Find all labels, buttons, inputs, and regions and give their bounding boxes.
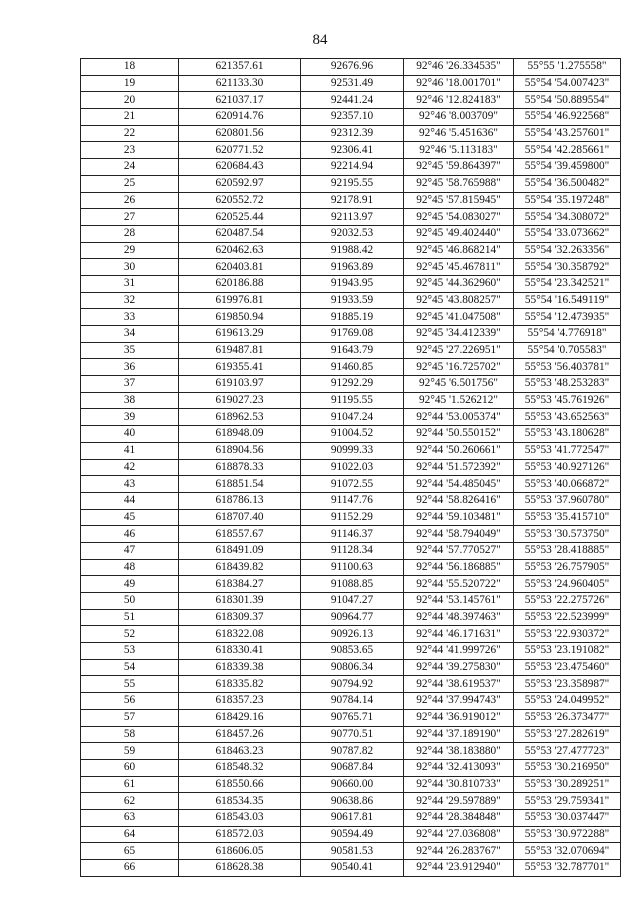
point-number-cell: 49 (81, 576, 179, 593)
table-row (81, 92, 621, 109)
y-coordinate-cell: 90787.82 (301, 743, 404, 760)
latitude-cell: 55°54 '39.459800" (514, 159, 621, 176)
point-number-cell: 50 (81, 593, 179, 610)
x-coordinate-cell: 618707.40 (179, 509, 301, 526)
point-number-cell: 56 (81, 693, 179, 710)
y-coordinate-cell: 91128.34 (301, 542, 404, 559)
longitude-cell: 92°44 '51.572392" (404, 459, 514, 476)
table-row (81, 459, 621, 476)
latitude-cell: 55°53 '23.475460" (514, 659, 621, 676)
latitude-cell: 55°54 '36.500482" (514, 175, 621, 192)
latitude-cell: 55°53 '27.282619" (514, 726, 621, 743)
x-coordinate-cell: 618491.09 (179, 542, 301, 559)
point-number-cell: 38 (81, 392, 179, 409)
latitude-cell: 55°54 '33.073662" (514, 225, 621, 242)
longitude-cell: 92°45 '54.083027" (404, 209, 514, 226)
x-coordinate-cell: 618543.03 (179, 809, 301, 826)
point-number-cell: 35 (81, 342, 179, 359)
y-coordinate-cell: 90770.51 (301, 726, 404, 743)
longitude-cell: 92°44 '28.384848" (404, 809, 514, 826)
longitude-cell: 92°45 '41.047508" (404, 309, 514, 326)
y-coordinate-cell: 91643.79 (301, 342, 404, 359)
table-row (81, 693, 621, 710)
table-row (81, 776, 621, 793)
x-coordinate-cell: 619976.81 (179, 292, 301, 309)
table-row (81, 509, 621, 526)
longitude-cell: 92°45 '46.868214" (404, 242, 514, 259)
latitude-cell: 55°53 '30.573750" (514, 526, 621, 543)
point-number-cell: 37 (81, 376, 179, 393)
table-row (81, 709, 621, 726)
y-coordinate-cell: 91195.55 (301, 392, 404, 409)
x-coordinate-cell: 618878.33 (179, 459, 301, 476)
table-row (81, 793, 621, 810)
point-number-cell: 48 (81, 559, 179, 576)
y-coordinate-cell: 91943.95 (301, 275, 404, 292)
latitude-cell: 55°53 '30.037447" (514, 809, 621, 826)
latitude-cell: 55°54 '42.285661" (514, 142, 621, 159)
table-row (81, 409, 621, 426)
point-number-cell: 33 (81, 309, 179, 326)
y-coordinate-cell: 92195.55 (301, 175, 404, 192)
x-coordinate-cell: 618339.38 (179, 659, 301, 676)
point-number-cell: 60 (81, 759, 179, 776)
longitude-cell: 92°44 '58.794049" (404, 526, 514, 543)
y-coordinate-cell: 90926.13 (301, 626, 404, 643)
longitude-cell: 92°45 '1.526212" (404, 392, 514, 409)
x-coordinate-cell: 620592.97 (179, 175, 301, 192)
point-number-cell: 20 (81, 92, 179, 109)
coordinates-table (80, 58, 621, 877)
table-row (81, 75, 621, 92)
table-row (81, 326, 621, 343)
longitude-cell: 92°45 '27.226951" (404, 342, 514, 359)
y-coordinate-cell: 92441.24 (301, 92, 404, 109)
x-coordinate-cell: 619103.97 (179, 376, 301, 393)
point-number-cell: 45 (81, 509, 179, 526)
table-row (81, 576, 621, 593)
latitude-cell: 55°54 '16.549119" (514, 292, 621, 309)
x-coordinate-cell: 621357.61 (179, 59, 301, 76)
point-number-cell: 61 (81, 776, 179, 793)
table-row (81, 192, 621, 209)
latitude-cell: 55°53 '37.960780" (514, 492, 621, 509)
longitude-cell: 92°44 '46.171631" (404, 626, 514, 643)
y-coordinate-cell: 91152.29 (301, 509, 404, 526)
latitude-cell: 55°53 '48.253283" (514, 376, 621, 393)
table-row (81, 809, 621, 826)
x-coordinate-cell: 620186.88 (179, 275, 301, 292)
point-number-cell: 55 (81, 676, 179, 693)
y-coordinate-cell: 92531.49 (301, 75, 404, 92)
latitude-cell: 55°53 '22.930372" (514, 626, 621, 643)
x-coordinate-cell: 618904.56 (179, 442, 301, 459)
point-number-cell: 24 (81, 159, 179, 176)
point-number-cell: 58 (81, 726, 179, 743)
longitude-cell: 92°44 '38.619537" (404, 676, 514, 693)
longitude-cell: 92°44 '50.550152" (404, 426, 514, 443)
longitude-cell: 92°45 '44.362960" (404, 275, 514, 292)
x-coordinate-cell: 619487.81 (179, 342, 301, 359)
table-row (81, 593, 621, 610)
latitude-cell: 55°53 '45.761926" (514, 392, 621, 409)
longitude-cell: 92°44 '39.275830" (404, 659, 514, 676)
longitude-cell: 92°44 '48.397463" (404, 609, 514, 626)
table-row (81, 659, 621, 676)
point-number-cell: 30 (81, 259, 179, 276)
latitude-cell: 55°54 '12.473935" (514, 309, 621, 326)
latitude-cell: 55°53 '26.757905" (514, 559, 621, 576)
x-coordinate-cell: 618335.82 (179, 676, 301, 693)
y-coordinate-cell: 91022.03 (301, 459, 404, 476)
x-coordinate-cell: 619850.94 (179, 309, 301, 326)
table-row (81, 542, 621, 559)
point-number-cell: 51 (81, 609, 179, 626)
x-coordinate-cell: 618948.09 (179, 426, 301, 443)
y-coordinate-cell: 90964.77 (301, 609, 404, 626)
longitude-cell: 92°44 '30.810733" (404, 776, 514, 793)
table-row (81, 59, 621, 76)
table-row (81, 476, 621, 493)
point-number-cell: 23 (81, 142, 179, 159)
x-coordinate-cell: 618786.13 (179, 492, 301, 509)
latitude-cell: 55°53 '23.358987" (514, 676, 621, 693)
point-number-cell: 57 (81, 709, 179, 726)
y-coordinate-cell: 92312.39 (301, 125, 404, 142)
table-row (81, 125, 621, 142)
table-row (81, 626, 621, 643)
latitude-cell: 55°53 '32.070694" (514, 843, 621, 860)
point-number-cell: 26 (81, 192, 179, 209)
table-row (81, 275, 621, 292)
latitude-cell: 55°54 '46.922568" (514, 109, 621, 126)
longitude-cell: 92°45 '59.864397" (404, 159, 514, 176)
point-number-cell: 18 (81, 59, 179, 76)
table-row (81, 759, 621, 776)
latitude-cell: 55°54 '50.889554" (514, 92, 621, 109)
y-coordinate-cell: 92032.53 (301, 225, 404, 242)
x-coordinate-cell: 618851.54 (179, 476, 301, 493)
y-coordinate-cell: 92357.10 (301, 109, 404, 126)
table-row (81, 392, 621, 409)
x-coordinate-cell: 620487.54 (179, 225, 301, 242)
x-coordinate-cell: 620914.76 (179, 109, 301, 126)
longitude-cell: 92°46 '5.451636" (404, 125, 514, 142)
y-coordinate-cell: 91292.29 (301, 376, 404, 393)
table-row (81, 292, 621, 309)
table-row (81, 442, 621, 459)
table-row (81, 376, 621, 393)
point-number-cell: 42 (81, 459, 179, 476)
y-coordinate-cell: 90687.84 (301, 759, 404, 776)
longitude-cell: 92°44 '36.919012" (404, 709, 514, 726)
longitude-cell: 92°44 '23.912940" (404, 860, 514, 877)
latitude-cell: 55°54 '32.263356" (514, 242, 621, 259)
point-number-cell: 52 (81, 626, 179, 643)
table-row (81, 109, 621, 126)
x-coordinate-cell: 620403.81 (179, 259, 301, 276)
table-row (81, 559, 621, 576)
longitude-cell: 92°44 '32.413093" (404, 759, 514, 776)
point-number-cell: 21 (81, 109, 179, 126)
longitude-cell: 92°44 '27.036808" (404, 826, 514, 843)
point-number-cell: 53 (81, 643, 179, 660)
longitude-cell: 92°45 '45.467811" (404, 259, 514, 276)
table-row (81, 225, 621, 242)
longitude-cell: 92°44 '38.183880" (404, 743, 514, 760)
y-coordinate-cell: 90794.92 (301, 676, 404, 693)
y-coordinate-cell: 92306.41 (301, 142, 404, 159)
x-coordinate-cell: 620552.72 (179, 192, 301, 209)
point-number-cell: 65 (81, 843, 179, 860)
latitude-cell: 55°54 '34.308072" (514, 209, 621, 226)
y-coordinate-cell: 90806.34 (301, 659, 404, 676)
y-coordinate-cell: 91047.24 (301, 409, 404, 426)
latitude-cell: 55°53 '27.477723" (514, 743, 621, 760)
point-number-cell: 25 (81, 175, 179, 192)
point-number-cell: 46 (81, 526, 179, 543)
table-row (81, 492, 621, 509)
y-coordinate-cell: 90638.86 (301, 793, 404, 810)
longitude-cell: 92°44 '50.260661" (404, 442, 514, 459)
table-row (81, 309, 621, 326)
latitude-cell: 55°53 '30.289251" (514, 776, 621, 793)
point-number-cell: 63 (81, 809, 179, 826)
latitude-cell: 55°53 '40.066872" (514, 476, 621, 493)
x-coordinate-cell: 618384.27 (179, 576, 301, 593)
point-number-cell: 19 (81, 75, 179, 92)
y-coordinate-cell: 91933.59 (301, 292, 404, 309)
y-coordinate-cell: 90765.71 (301, 709, 404, 726)
table-row (81, 743, 621, 760)
table-row (81, 426, 621, 443)
x-coordinate-cell: 621037.17 (179, 92, 301, 109)
longitude-cell: 92°44 '53.005374" (404, 409, 514, 426)
latitude-cell: 55°53 '43.180628" (514, 426, 621, 443)
table-row (81, 209, 621, 226)
longitude-cell: 92°44 '59.103481" (404, 509, 514, 526)
y-coordinate-cell: 91885.19 (301, 309, 404, 326)
point-number-cell: 29 (81, 242, 179, 259)
point-number-cell: 66 (81, 860, 179, 877)
latitude-cell: 55°53 '22.523999" (514, 609, 621, 626)
latitude-cell: 55°53 '24.960405" (514, 576, 621, 593)
latitude-cell: 55°53 '26.373477" (514, 709, 621, 726)
x-coordinate-cell: 618572.03 (179, 826, 301, 843)
x-coordinate-cell: 618322.08 (179, 626, 301, 643)
table-row (81, 860, 621, 877)
point-number-cell: 54 (81, 659, 179, 676)
latitude-cell: 55°53 '41.772547" (514, 442, 621, 459)
x-coordinate-cell: 620771.52 (179, 142, 301, 159)
point-number-cell: 39 (81, 409, 179, 426)
longitude-cell: 92°44 '57.770527" (404, 542, 514, 559)
table-row (81, 726, 621, 743)
point-number-cell: 59 (81, 743, 179, 760)
y-coordinate-cell: 91072.55 (301, 476, 404, 493)
x-coordinate-cell: 618429.16 (179, 709, 301, 726)
table-row (81, 643, 621, 660)
x-coordinate-cell: 618439.82 (179, 559, 301, 576)
longitude-cell: 92°44 '41.999726" (404, 643, 514, 660)
longitude-cell: 92°44 '37.994743" (404, 693, 514, 710)
latitude-cell: 55°54 '30.358792" (514, 259, 621, 276)
point-number-cell: 34 (81, 326, 179, 343)
longitude-cell: 92°46 '26.334535" (404, 59, 514, 76)
latitude-cell: 55°54 '43.257601" (514, 125, 621, 142)
y-coordinate-cell: 92214.94 (301, 159, 404, 176)
point-number-cell: 44 (81, 492, 179, 509)
x-coordinate-cell: 619613.29 (179, 326, 301, 343)
y-coordinate-cell: 90853.65 (301, 643, 404, 660)
longitude-cell: 92°44 '55.520722" (404, 576, 514, 593)
y-coordinate-cell: 91988.42 (301, 242, 404, 259)
x-coordinate-cell: 620462.63 (179, 242, 301, 259)
longitude-cell: 92°44 '29.597889" (404, 793, 514, 810)
point-number-cell: 47 (81, 542, 179, 559)
table-row (81, 676, 621, 693)
latitude-cell: 55°53 '24.049952" (514, 693, 621, 710)
x-coordinate-cell: 618962.53 (179, 409, 301, 426)
x-coordinate-cell: 619355.41 (179, 359, 301, 376)
longitude-cell: 92°44 '53.145761" (404, 593, 514, 610)
point-number-cell: 43 (81, 476, 179, 493)
y-coordinate-cell: 91088.85 (301, 576, 404, 593)
latitude-cell: 55°53 '28.418885" (514, 542, 621, 559)
y-coordinate-cell: 90660.00 (301, 776, 404, 793)
x-coordinate-cell: 618534.35 (179, 793, 301, 810)
longitude-cell: 92°45 '57.815945" (404, 192, 514, 209)
point-number-cell: 22 (81, 125, 179, 142)
table-row (81, 843, 621, 860)
longitude-cell: 92°45 '16.725702" (404, 359, 514, 376)
latitude-cell: 55°53 '32.787701" (514, 860, 621, 877)
y-coordinate-cell: 91100.63 (301, 559, 404, 576)
longitude-cell: 92°45 '49.402440" (404, 225, 514, 242)
coordinates-table-body (81, 59, 621, 877)
table-row (81, 826, 621, 843)
x-coordinate-cell: 618550.66 (179, 776, 301, 793)
x-coordinate-cell: 618457.26 (179, 726, 301, 743)
y-coordinate-cell: 90784.14 (301, 693, 404, 710)
point-number-cell: 41 (81, 442, 179, 459)
table-row (81, 526, 621, 543)
point-number-cell: 36 (81, 359, 179, 376)
x-coordinate-cell: 620684.43 (179, 159, 301, 176)
y-coordinate-cell: 90594.49 (301, 826, 404, 843)
y-coordinate-cell: 92676.96 (301, 59, 404, 76)
latitude-cell: 55°53 '29.759341" (514, 793, 621, 810)
longitude-cell: 92°45 '43.808257" (404, 292, 514, 309)
latitude-cell: 55°54 '0.705583" (514, 342, 621, 359)
point-number-cell: 31 (81, 275, 179, 292)
y-coordinate-cell: 91769.08 (301, 326, 404, 343)
y-coordinate-cell: 92113.97 (301, 209, 404, 226)
y-coordinate-cell: 91460.85 (301, 359, 404, 376)
y-coordinate-cell: 90540.41 (301, 860, 404, 877)
latitude-cell: 55°53 '22.275726" (514, 593, 621, 610)
x-coordinate-cell: 618357.23 (179, 693, 301, 710)
point-number-cell: 62 (81, 793, 179, 810)
x-coordinate-cell: 618463.23 (179, 743, 301, 760)
x-coordinate-cell: 618309.37 (179, 609, 301, 626)
y-coordinate-cell: 90581.53 (301, 843, 404, 860)
table-row (81, 359, 621, 376)
y-coordinate-cell: 91147.76 (301, 492, 404, 509)
longitude-cell: 92°44 '54.485045" (404, 476, 514, 493)
x-coordinate-cell: 618557.67 (179, 526, 301, 543)
table-row (81, 175, 621, 192)
point-number-cell: 27 (81, 209, 179, 226)
x-coordinate-cell: 619027.23 (179, 392, 301, 409)
x-coordinate-cell: 618606.05 (179, 843, 301, 860)
x-coordinate-cell: 618628.38 (179, 860, 301, 877)
table-row (81, 142, 621, 159)
longitude-cell: 92°46 '5.113183" (404, 142, 514, 159)
latitude-cell: 55°53 '35.415710" (514, 509, 621, 526)
x-coordinate-cell: 618301.39 (179, 593, 301, 610)
latitude-cell: 55°54 '35.197248" (514, 192, 621, 209)
longitude-cell: 92°46 '18.001701" (404, 75, 514, 92)
latitude-cell: 55°53 '56.403781" (514, 359, 621, 376)
x-coordinate-cell: 620525.44 (179, 209, 301, 226)
latitude-cell: 55°54 '4.776918" (514, 326, 621, 343)
table-row (81, 609, 621, 626)
table-row (81, 242, 621, 259)
y-coordinate-cell: 92178.91 (301, 192, 404, 209)
longitude-cell: 92°44 '37.189190" (404, 726, 514, 743)
x-coordinate-cell: 620801.56 (179, 125, 301, 142)
latitude-cell: 55°54 '54.007423" (514, 75, 621, 92)
table-row (81, 342, 621, 359)
table-row (81, 159, 621, 176)
latitude-cell: 55°55 '1.275558" (514, 59, 621, 76)
x-coordinate-cell: 618548.32 (179, 759, 301, 776)
y-coordinate-cell: 91963.89 (301, 259, 404, 276)
longitude-cell: 92°46 '8.003709" (404, 109, 514, 126)
longitude-cell: 92°45 '34.412339" (404, 326, 514, 343)
x-coordinate-cell: 621133.30 (179, 75, 301, 92)
x-coordinate-cell: 618330.41 (179, 643, 301, 660)
latitude-cell: 55°53 '23.191082" (514, 643, 621, 660)
latitude-cell: 55°53 '30.972288" (514, 826, 621, 843)
longitude-cell: 92°44 '26.283767" (404, 843, 514, 860)
latitude-cell: 55°53 '40.927126" (514, 459, 621, 476)
latitude-cell: 55°54 '23.342521" (514, 275, 621, 292)
longitude-cell: 92°44 '58.826416" (404, 492, 514, 509)
y-coordinate-cell: 91004.52 (301, 426, 404, 443)
point-number-cell: 28 (81, 225, 179, 242)
table-row (81, 259, 621, 276)
longitude-cell: 92°46 '12.824183" (404, 92, 514, 109)
point-number-cell: 32 (81, 292, 179, 309)
page-number: 84 (312, 32, 328, 48)
point-number-cell: 64 (81, 826, 179, 843)
latitude-cell: 55°53 '30.216950" (514, 759, 621, 776)
point-number-cell: 40 (81, 426, 179, 443)
y-coordinate-cell: 91047.27 (301, 593, 404, 610)
longitude-cell: 92°44 '56.186885" (404, 559, 514, 576)
y-coordinate-cell: 90999.33 (301, 442, 404, 459)
y-coordinate-cell: 91146.37 (301, 526, 404, 543)
longitude-cell: 92°45 '6.501756" (404, 376, 514, 393)
longitude-cell: 92°45 '58.765988" (404, 175, 514, 192)
latitude-cell: 55°53 '43.652563" (514, 409, 621, 426)
y-coordinate-cell: 90617.81 (301, 809, 404, 826)
